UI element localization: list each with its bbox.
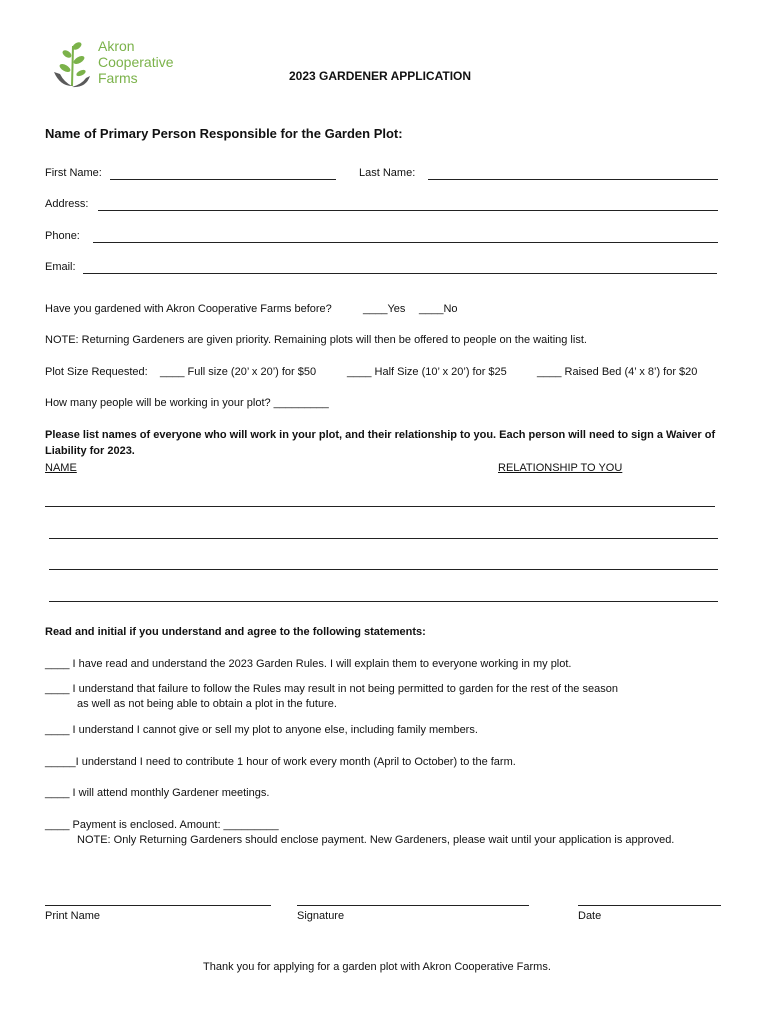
name-entry-line[interactable]: [49, 601, 718, 602]
statement-rules-consequence-cont: as well as not being able to obtain a plot in the future.: [77, 698, 337, 710]
plot-size-raised-option[interactable]: ____ Raised Bed (4’ x 8’) for $20: [537, 366, 698, 378]
name-entry-line[interactable]: [45, 506, 715, 507]
last-name-label: Last Name:: [359, 167, 416, 179]
date-field[interactable]: [578, 905, 721, 906]
address-label: Address:: [45, 198, 89, 210]
seedling-in-hands-icon: [50, 38, 96, 90]
plot-size-half-option[interactable]: ____ Half Size (10’ x 20’) for $25: [347, 366, 507, 378]
first-name-field[interactable]: [110, 179, 336, 180]
list-names-instruction-line-2: Liability for 2023.: [45, 445, 135, 457]
list-names-instruction-line-1: Please list names of everyone who will work in your plot, and their relationship to you. Each person will need to sign a Waiver of: [45, 429, 716, 441]
statement-no-transfer[interactable]: ____ I understand I cannot give or sell my plot to anyone else, including family members.: [45, 724, 478, 736]
phone-label: Phone:: [45, 230, 80, 242]
plot-size-label: Plot Size Requested:: [45, 366, 148, 378]
payment-note: NOTE: Only Returning Gardeners should enclose payment. New Gardeners, please wait until your application is approved.: [77, 834, 675, 846]
logo-line-3: Farms: [98, 70, 138, 86]
relationship-column-header: RELATIONSHIP TO YOU: [498, 462, 623, 474]
plot-size-full-option[interactable]: ____ Full size (20’ x 20’) for $50: [160, 366, 317, 378]
logo: [50, 38, 190, 90]
name-column-header: NAME: [45, 462, 77, 474]
print-name-field[interactable]: [45, 905, 271, 906]
logo-line-1: Akron: [98, 38, 135, 54]
people-count-question[interactable]: How many people will be working in your plot? _________: [45, 397, 329, 409]
date-label: Date: [578, 910, 602, 922]
gardened-no-option[interactable]: ____No: [419, 303, 458, 315]
agree-heading: Read and initial if you understand and agree to the following statements:: [45, 626, 426, 638]
statement-meetings[interactable]: ____ I will attend monthly Gardener meetings.: [45, 787, 270, 799]
email-label: Email:: [45, 261, 76, 273]
gardened-yes-option[interactable]: ____Yes: [363, 303, 406, 315]
last-name-field[interactable]: [428, 179, 718, 180]
name-entry-line[interactable]: [49, 538, 718, 539]
logo-line-2: Cooperative: [98, 54, 174, 70]
statement-work-hours[interactable]: _____I understand I need to contribute 1 hour of work every month (April to October) to the farm.: [45, 756, 516, 768]
name-entry-line[interactable]: [49, 569, 718, 570]
statement-rules-consequence[interactable]: ____ I understand that failure to follow the Rules may result in not being permitted to garden for the rest of the season: [45, 683, 618, 695]
address-field[interactable]: [98, 210, 718, 211]
phone-field[interactable]: [93, 242, 718, 243]
thank-you-message: Thank you for applying for a garden plot with Akron Cooperative Farms.: [203, 961, 551, 973]
signature-label: Signature: [297, 910, 345, 922]
gardened-before-question: Have you gardened with Akron Cooperative Farms before?: [45, 303, 332, 315]
statement-payment[interactable]: ____ Payment is enclosed. Amount: _________: [45, 819, 279, 831]
print-name-label: Print Name: [45, 910, 101, 922]
primary-person-heading: Name of Primary Person Responsible for the Garden Plot:: [45, 126, 403, 141]
returning-note: NOTE: Returning Gardeners are given priority. Remaining plots will then be offered to people on the waiting list.: [45, 334, 587, 346]
email-field[interactable]: [83, 273, 717, 274]
signature-field[interactable]: [297, 905, 529, 906]
statement-garden-rules[interactable]: ____ I have read and understand the 2023 Garden Rules. I will explain them to everyone working in my plot.: [45, 658, 572, 670]
form-title: 2023 GARDENER APPLICATION: [289, 69, 472, 83]
first-name-label: First Name:: [45, 167, 102, 179]
